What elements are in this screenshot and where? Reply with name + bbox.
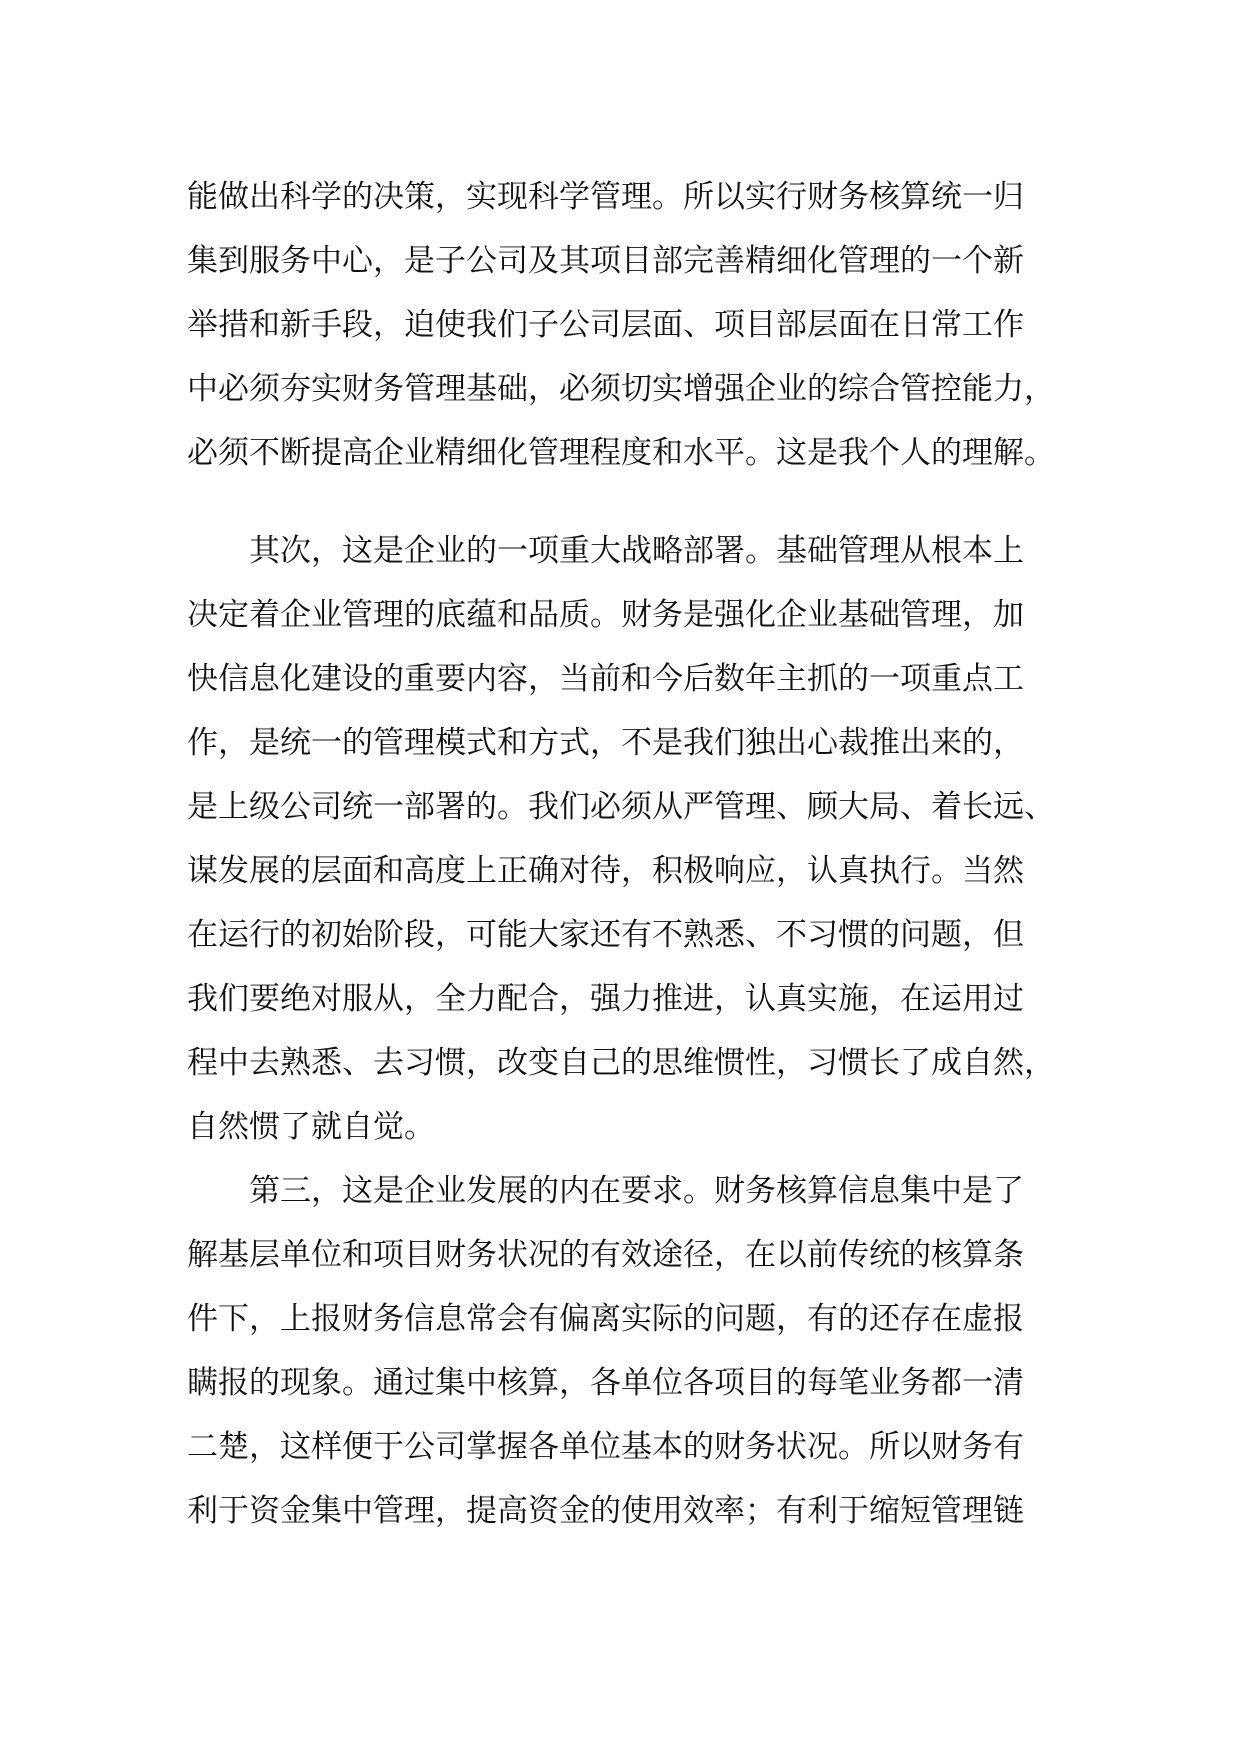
text-line: 中必须夯实财务管理基础，必须切实增强企业的综合管控能力， [187, 371, 1055, 407]
text-line: 快信息化建设的重要内容，当前和今后数年主抓的一项重点工 [187, 661, 1024, 697]
text-line: 举措和新手段，迫使我们子公司层面、项目部层面在日常工作 [187, 307, 1024, 343]
text-line: 决定着企业管理的底蕴和品质。财务是强化企业基础管理，加 [187, 597, 1024, 633]
text-line: 瞒报的现象。通过集中核算，各单位各项目的每笔业务都一清 [187, 1365, 1024, 1401]
text-line: 程中去熟悉、去习惯，改变自己的思维惯性，习惯长了成自然， [187, 1045, 1055, 1081]
text-line: 利于资金集中管理，提高资金的使用效率；有利于缩短管理链 [187, 1493, 1024, 1529]
text-line: 谋发展的层面和高度上正确对待，积极响应，认真执行。当然 [187, 853, 1024, 889]
text-line: 件下，上报财务信息常会有偏离实际的问题，有的还存在虚报 [187, 1301, 1024, 1337]
text-line: 第三，这是企业发展的内在要求。财务核算信息集中是了 [187, 1173, 1024, 1209]
text-line: 其次，这是企业的一项重大战略部署。基础管理从根本上 [187, 533, 1024, 569]
text-line: 自然惯了就自觉。 [187, 1109, 435, 1145]
text-line: 能做出科学的决策，实现科学管理。所以实行财务核算统一归 [187, 179, 1024, 215]
text-line: 是上级公司统一部署的。我们必须从严管理、顾大局、着长远、 [187, 789, 1055, 825]
text-line: 必须不断提高企业精细化管理程度和水平。这是我个人的理解。 [187, 435, 1055, 471]
text-line: 在运行的初始阶段，可能大家还有不熟悉、不习惯的问题，但 [187, 917, 1024, 953]
text-line: 集到服务中心，是子公司及其项目部完善精细化管理的一个新 [187, 243, 1024, 279]
text-line: 作，是统一的管理模式和方式，不是我们独出心裁推出来的， [187, 725, 1024, 761]
text-line: 二楚，这样便于公司掌握各单位基本的财务状况。所以财务有 [187, 1429, 1024, 1465]
text-line: 我们要绝对服从，全力配合，强力推进，认真实施，在运用过 [187, 981, 1024, 1017]
text-line: 解基层单位和项目财务状况的有效途径，在以前传统的核算条 [187, 1237, 1024, 1273]
